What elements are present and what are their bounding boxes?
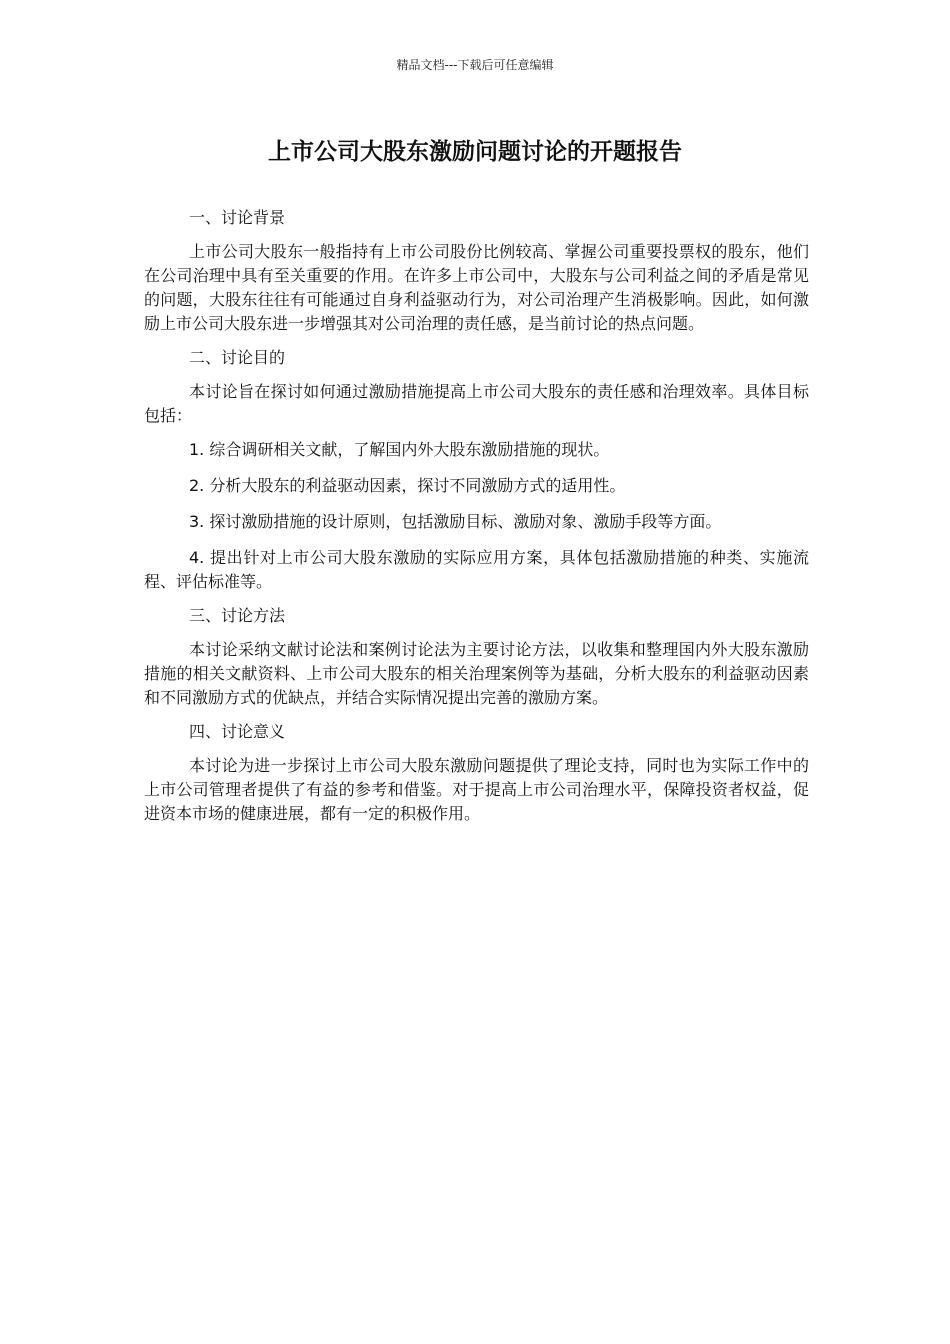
paragraph-background: 上市公司大股东一般指持有上市公司股份比例较高、掌握公司重要投票权的股东，他们在公司治理中具有至关重要的作用。在许多上市公司中，大股东与公司利益之间的矛盾是常见的问题，大股东往往有可能通过自身利益驱动行为，对公司治理产生消极影响。因此，如何激励上市公司大股东进一步增强其对公司治理的责任感，是当前讨论的热点问题。 <box>144 242 809 333</box>
list-item-purpose-1: 1. 综合调研相关文献，了解国内外大股东激励措施的现状。 <box>189 440 610 459</box>
section-heading-method: 三、讨论方法 <box>189 606 286 625</box>
section-heading-purpose: 二、讨论目的 <box>189 348 286 367</box>
paragraph-significance: 本讨论为进一步探讨上市公司大股东激励问题提供了理论支持，同时也为实际工作中的上市公司管理者提供了有益的参考和借鉴。对于提高上市公司治理水平，保障投资者权益，促进资本市场的健康进展，都有一定的积极作用。 <box>144 756 809 823</box>
paragraph-purpose-intro: 本讨论旨在探讨如何通过激励措施提高上市公司大股东的责任感和治理效率。具体目标包括： <box>144 382 809 425</box>
page-header-note: 精品文档---下载后可任意编辑 <box>396 58 554 72</box>
section-heading-background: 一、讨论背景 <box>189 208 286 227</box>
paragraph-method: 本讨论采纳文献讨论法和案例讨论法为主要讨论方法，以收集和整理国内外大股东激励措施的相关文献资料、上市公司大股东的相关治理案例等为基础，分析大股东的利益驱动因素和不同激励方式的优缺点，并结合实际情况提出完善的激励方案。 <box>144 640 809 707</box>
list-item-purpose-4: 4. 提出针对上市公司大股东激励的实际应用方案，具体包括激励措施的种类、实施流程、评估标准等。 <box>144 548 809 591</box>
document-body <box>144 206 809 836</box>
document-title: 上市公司大股东激励问题讨论的开题报告 <box>268 139 682 165</box>
list-item-purpose-2: 2. 分析大股东的利益驱动因素，探讨不同激励方式的适用性。 <box>189 476 626 495</box>
section-heading-significance: 四、讨论意义 <box>189 722 286 741</box>
list-item-purpose-3: 3. 探讨激励措施的设计原则，包括激励目标、激励对象、激励手段等方面。 <box>189 512 722 531</box>
